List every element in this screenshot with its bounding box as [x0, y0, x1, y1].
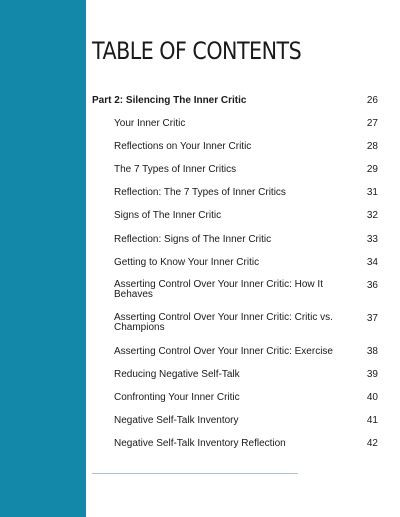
toc-page-number: 34 [366, 257, 378, 268]
toc-page-number: 38 [366, 346, 378, 357]
toc-entry-label: Your Inner Critic [114, 118, 186, 129]
toc-page-number: 27 [366, 118, 378, 129]
toc-entry-label: The 7 Types of Inner Critics [114, 164, 237, 175]
toc-entry-label: Reducing Negative Self-Talk [114, 369, 240, 380]
toc-page-number: 32 [366, 210, 378, 221]
toc-page-number: 26 [366, 95, 378, 106]
toc-entry-label: Reflections on Your Inner Critic [114, 141, 252, 152]
toc-page-number: 36 [366, 280, 378, 291]
toc-entry-label: Reflection: The 7 Types of Inner Critics [114, 187, 286, 198]
toc-entry-label: Negative Self-Talk Inventory Reflection [114, 438, 286, 449]
toc-entry-label: Confronting Your Inner Critic [114, 392, 240, 403]
toc-entry-label: Asserting Control Over Your Inner Critic: Exercise [114, 346, 333, 357]
toc-entry-label: Negative Self-Talk Inventory [114, 415, 239, 426]
toc-entry-label: Part 2: Silencing The Inner Critic [92, 95, 247, 106]
toc-page-number: 28 [366, 141, 378, 152]
toc-page-number: 29 [366, 164, 378, 175]
toc-entry-label: Asserting Control Over Your Inner Critic: How It Behaves [114, 279, 323, 300]
toc-page-number: 37 [366, 313, 378, 324]
toc-page-number: 40 [366, 392, 378, 403]
bottom-divider [92, 473, 298, 474]
page-title: TABLE OF CONTENTS [92, 37, 302, 65]
toc-page-number: 39 [366, 369, 378, 380]
toc-page-number: 31 [366, 187, 378, 198]
toc-entry-label: Reflection: Signs of The Inner Critic [114, 234, 272, 245]
toc-page-number: 41 [366, 415, 378, 426]
toc-entry-label: Signs of The Inner Critic [114, 210, 222, 221]
toc-page-number: 42 [366, 438, 378, 449]
toc-page-number: 33 [366, 234, 378, 245]
toc-entry-label: Asserting Control Over Your Inner Critic: Critic vs. Champions [114, 312, 333, 333]
toc-entry-label: Getting to Know Your Inner Critic [114, 257, 260, 268]
